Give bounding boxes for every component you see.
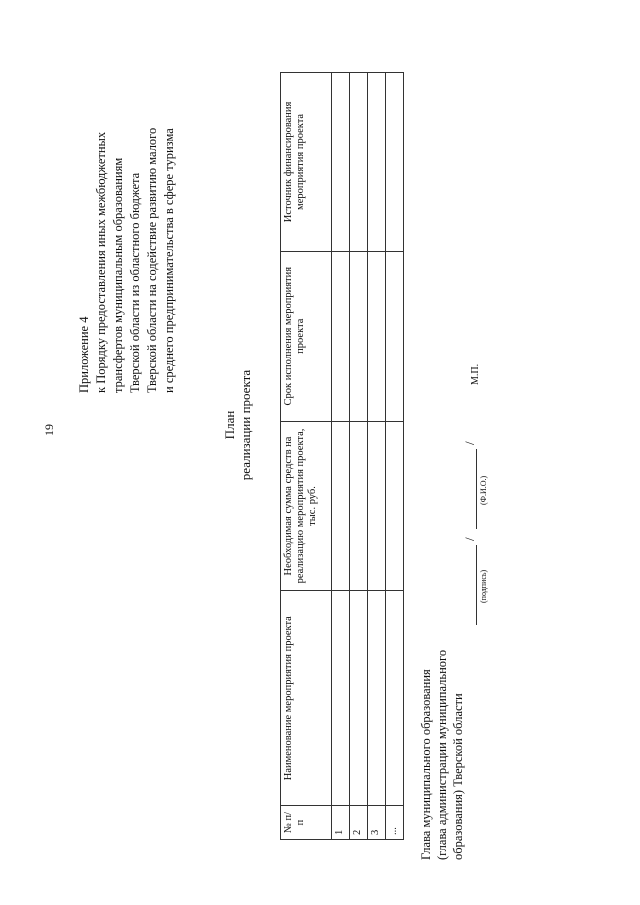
table-cell [386,591,404,806]
table-cell [350,251,368,421]
table-cell [350,73,368,252]
row-number: 3 [368,806,386,840]
table-cell [386,73,404,252]
header-number: № п/п [281,806,332,840]
slash-separator: / [462,441,477,445]
appendix-line: к Порядку предоставления иных межбюджетных [94,131,108,393]
appendix-header [76,128,178,393]
table-cell [332,251,350,421]
header-deadline: Срок исполнения мероприятия проекта [281,251,332,421]
table-cell [332,73,350,252]
signature-fields [462,435,506,625]
table-row [386,73,404,840]
table-cell [368,251,386,421]
sign-caption: (подпись) [479,569,488,603]
table-cell [350,591,368,806]
appendix-line: Тверской области на содействие развитию малого [145,127,159,393]
page-number: 19 [42,424,56,436]
table-row [332,73,350,840]
row-number: ... [386,806,404,840]
title-line-1: План [222,410,237,440]
appendix-line: Тверской области из областного бюджета [128,172,142,393]
header-activity-name: Наименование мероприятия проекта [281,591,332,806]
slash-separator: / [462,537,477,541]
name-underline [476,449,477,529]
table-cell [368,421,386,591]
document-title [222,325,254,525]
appendix-line: и среднего предпринимательства в сфере туризма [162,128,176,393]
plan-table [280,72,404,840]
signature-line: (глава администрации муниципального [435,649,449,860]
signature-underline [476,545,477,625]
header-required-amount: Необходимая сумма средств на реализацию мероприятия проекта, тыс. руб. [281,421,332,591]
table-cell [332,421,350,591]
table-cell [332,591,350,806]
table-cell [368,73,386,252]
appendix-line: Приложение 4 [77,316,91,393]
table-header-row [281,73,332,840]
table-cell [386,251,404,421]
stamp-label: М.П. [470,363,481,385]
title-line-2: реализации проекта [238,369,253,481]
signature-line: Глава муниципального образования [419,669,433,860]
table-row [350,73,368,840]
name-caption: (Ф.И.О.) [479,475,488,505]
table-cell [386,421,404,591]
row-number: 2 [350,806,368,840]
signature-line: образования) Тверской области [451,693,465,860]
header-funding-source: Источник финансирования мероприятия проекта [281,73,332,252]
table-cell [368,591,386,806]
signature-block [418,650,466,860]
table-row [368,73,386,840]
appendix-line: трансфертов муниципальным образованиям [111,157,125,393]
row-number: 1 [332,806,350,840]
table-cell [350,421,368,591]
